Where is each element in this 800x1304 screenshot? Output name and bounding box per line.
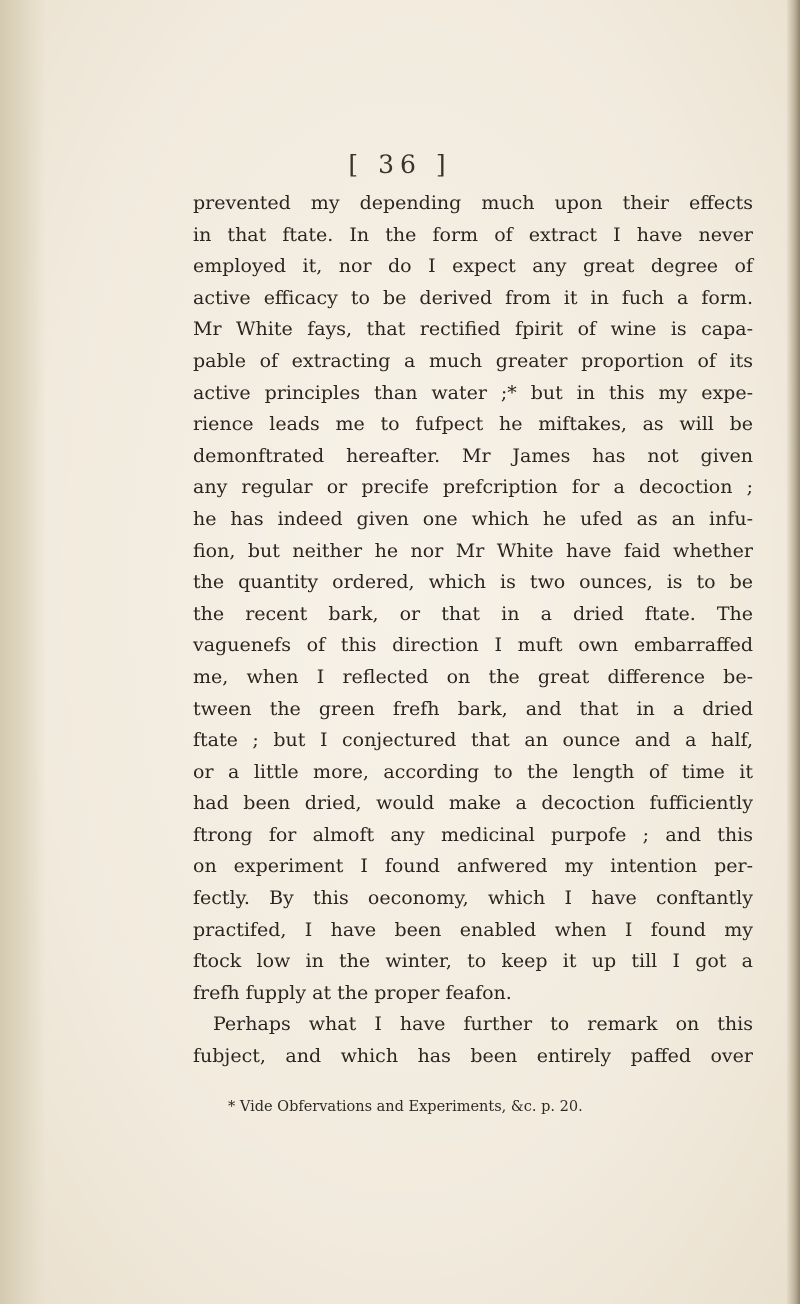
- text-line: or a little more, according to the length of time it: [193, 760, 753, 783]
- text-line: fubject, and which has been entirely paffed over: [193, 1045, 753, 1068]
- text-line: pable of extracting a much greater proportion of its: [193, 349, 753, 372]
- text-line: active principles than water ;* but in this my expe-: [193, 381, 753, 404]
- text-line: demonftrated hereafter. Mr James has not given: [193, 444, 753, 467]
- text-line: on experiment I found anfwered my intention per-: [193, 855, 753, 878]
- text-line: Perhaps what I have further to remark on this: [213, 1013, 753, 1036]
- text-line: frefh fupply at the proper feafon.: [193, 981, 512, 1004]
- text-line: Mr White fays, that rectified fpirit of wine is capa-: [193, 318, 753, 341]
- text-line: rience leads me to fufpect he miftakes, as will be: [193, 413, 753, 436]
- footnote: * Vide Obfervations and Experiments, &c. p. 20.: [228, 1099, 583, 1115]
- text-line: he has indeed given one which he ufed as an infu-: [193, 507, 753, 530]
- page-edge-shadow: [786, 0, 800, 1304]
- text-line: any regular or precife prefcription for a decoction ;: [193, 476, 753, 499]
- page-gutter-shadow: [0, 0, 46, 1304]
- body-text: [193, 188, 753, 1073]
- text-line: the recent bark, or that in a dried ftate. The: [193, 602, 753, 625]
- text-line: the quantity ordered, which is two ounces, is to be: [193, 571, 753, 594]
- text-line: ftate ; but I conjectured that an ounce and a half,: [193, 729, 753, 752]
- text-line: practifed, I have been enabled when I found my: [193, 918, 753, 941]
- text-line: vaguenefs of this direction I muft own embarraffed: [193, 634, 753, 657]
- text-line: prevented my depending much upon their effects: [193, 192, 753, 214]
- text-line: me, when I reflected on the great difference be-: [193, 665, 753, 688]
- text-line: in that ftate. In the form of extract I have never: [193, 223, 753, 246]
- text-line: employed it, nor do I expect any great degree of: [193, 255, 753, 278]
- text-line: fectly. By this oeconomy, which I have conftantly: [193, 887, 753, 910]
- text-line: active efficacy to be derived from it in fuch a form.: [193, 286, 753, 309]
- text-line: tween the green frefh bark, and that in a dried: [193, 697, 753, 720]
- text-line: had been dried, would make a decoction fufficiently: [193, 792, 753, 815]
- text-line: fion, but neither he nor Mr White have faid whether: [193, 539, 753, 562]
- text-line: ftrong for almoft any medicinal purpofe ; and this: [193, 823, 753, 846]
- page-number-header: [ 36 ]: [348, 150, 452, 179]
- text-line: ftock low in the winter, to keep it up till I got a: [193, 950, 753, 973]
